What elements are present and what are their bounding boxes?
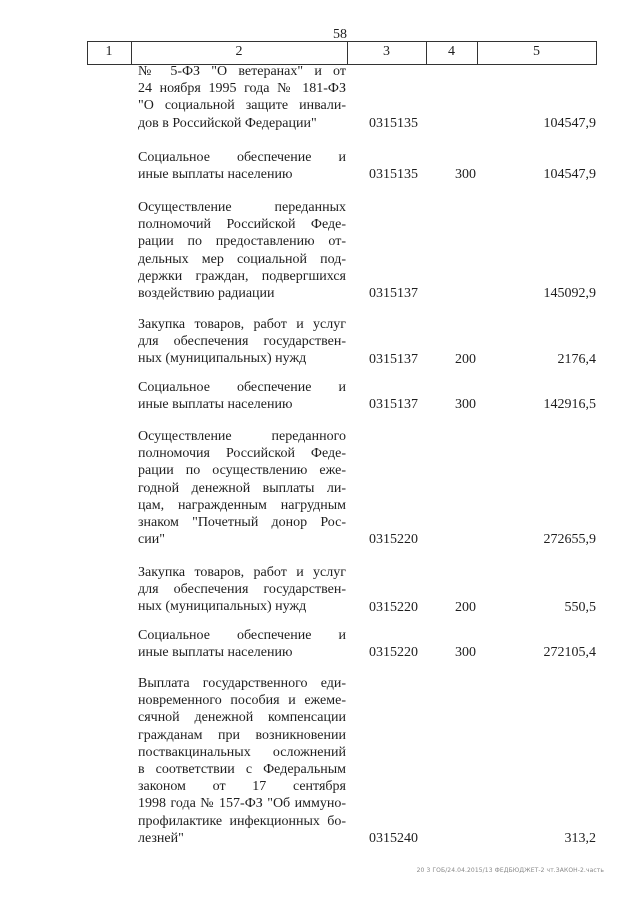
- description-line: ных (муниципальных) нужд: [138, 351, 307, 367]
- description-line: рации по предоставлению от-: [138, 234, 346, 250]
- row-expense-type: 300: [455, 397, 476, 413]
- description-line: полномочий Российской Феде-: [138, 217, 346, 233]
- row-code: 0315220: [369, 599, 418, 615]
- description-line: "О социальной защите инвали-: [138, 98, 346, 114]
- header-col-4: 4: [448, 44, 455, 59]
- row-amount: 272105,4: [543, 645, 596, 661]
- row-description: [138, 627, 346, 661]
- row-code: 0315135: [369, 115, 418, 131]
- row-amount: 550,5: [564, 599, 596, 615]
- row-amount: 2176,4: [557, 351, 596, 367]
- description-line: иные выплаты населению: [138, 167, 293, 183]
- description-line: поствакцинальных осложнений: [138, 744, 346, 760]
- row-expense-type: 200: [455, 599, 476, 615]
- description-line: сии": [138, 532, 165, 548]
- row-expense-type: 300: [455, 645, 476, 661]
- header-col-5: 5: [533, 44, 540, 59]
- description-line: дов в Российской Федерации": [138, 115, 317, 131]
- description-line: цам, награжденным нагрудным: [138, 497, 346, 513]
- description-line: ных (муниципальных) нужд: [138, 599, 307, 615]
- description-line: для обеспечения государствен-: [138, 334, 346, 350]
- row-description: [138, 149, 346, 183]
- description-line: Социальное обеспечение и: [138, 150, 346, 165]
- row-description: [138, 63, 346, 132]
- row-code: 0315135: [369, 167, 418, 183]
- description-line: Осуществление переданного: [138, 429, 346, 444]
- table-header: [87, 41, 597, 65]
- description-line: законом от 17 сентября: [138, 779, 346, 795]
- table-row: [0, 564, 640, 616]
- table-row: [0, 149, 640, 183]
- description-line: профилактике инфекционных бо-: [138, 813, 346, 829]
- header-col-3: 3: [383, 44, 390, 59]
- row-amount: 142916,5: [543, 397, 596, 413]
- description-line: воздействию радиации: [138, 286, 275, 302]
- description-line: № 5-ФЗ "О ветеранах" и от: [138, 64, 346, 79]
- table-row: [0, 63, 640, 132]
- row-code: 0315137: [369, 397, 418, 413]
- description-line: дельных мер социальной под-: [138, 251, 346, 267]
- row-code: 0315220: [369, 645, 418, 661]
- table-row: [0, 316, 640, 368]
- description-line: для обеспечения государствен-: [138, 582, 346, 598]
- description-line: знаком "Почетный донор Рос-: [138, 515, 346, 531]
- row-description: [138, 379, 346, 413]
- table-row: [0, 428, 640, 548]
- row-amount: 104547,9: [543, 115, 596, 131]
- row-description: [138, 199, 346, 302]
- row-code: 0315240: [369, 831, 418, 846]
- row-amount: 313,2: [564, 831, 596, 846]
- column-divider: [596, 42, 597, 64]
- description-line: новременного пособия и ежеме-: [138, 693, 346, 709]
- row-expense-type: 300: [455, 167, 476, 183]
- description-line: Закупка товаров, работ и услуг: [138, 565, 346, 580]
- description-line: Осуществление переданных: [138, 200, 346, 215]
- description-line: Выплата государственного еди-: [138, 676, 346, 691]
- row-code: 0315220: [369, 532, 418, 548]
- description-line: рации по осуществлению еже-: [138, 463, 346, 479]
- description-line: в соответствии с Федеральным: [138, 762, 346, 778]
- description-line: держки граждан, подвергшихся: [138, 268, 346, 284]
- description-line: сячной денежной компенсации: [138, 710, 346, 726]
- page-number: 58: [333, 27, 347, 42]
- row-amount: 272655,9: [543, 532, 596, 548]
- row-description: [138, 428, 346, 548]
- table-row: [0, 199, 640, 302]
- description-line: гражданам при возникновении: [138, 727, 346, 743]
- table-row: [0, 627, 640, 661]
- description-line: полномочия Российской Феде-: [138, 446, 346, 462]
- header-col-1: 1: [105, 44, 113, 59]
- description-line: 1998 года № 157-ФЗ "Об иммуно-: [138, 796, 346, 812]
- footer-stamp: 20 3 ГОБ/24.04.2015/13 ФЕДБЮДЖЕТ-2 чт.ЗАКОН-2.часть: [416, 867, 604, 874]
- row-description: [138, 675, 346, 847]
- description-line: Социальное обеспечение и: [138, 380, 346, 395]
- description-line: лезней": [138, 830, 184, 846]
- row-expense-type: 200: [455, 351, 476, 367]
- row-amount: 145092,9: [543, 286, 596, 302]
- description-line: иные выплаты населению: [138, 397, 293, 413]
- header-col-2: 2: [235, 44, 243, 59]
- row-amount: 104547,9: [543, 167, 596, 183]
- row-description: [138, 316, 346, 368]
- table-row: [0, 675, 640, 847]
- description-line: Закупка товаров, работ и услуг: [138, 317, 346, 332]
- description-line: Социальное обеспечение и: [138, 628, 346, 643]
- description-line: иные выплаты населению: [138, 645, 293, 661]
- description-line: 24 ноября 1995 года № 181-ФЗ: [138, 81, 346, 97]
- row-code: 0315137: [369, 351, 418, 367]
- table-row: [0, 379, 640, 413]
- row-code: 0315137: [369, 286, 418, 302]
- description-line: годной денежной выплаты ли-: [138, 480, 346, 496]
- row-description: [138, 564, 346, 616]
